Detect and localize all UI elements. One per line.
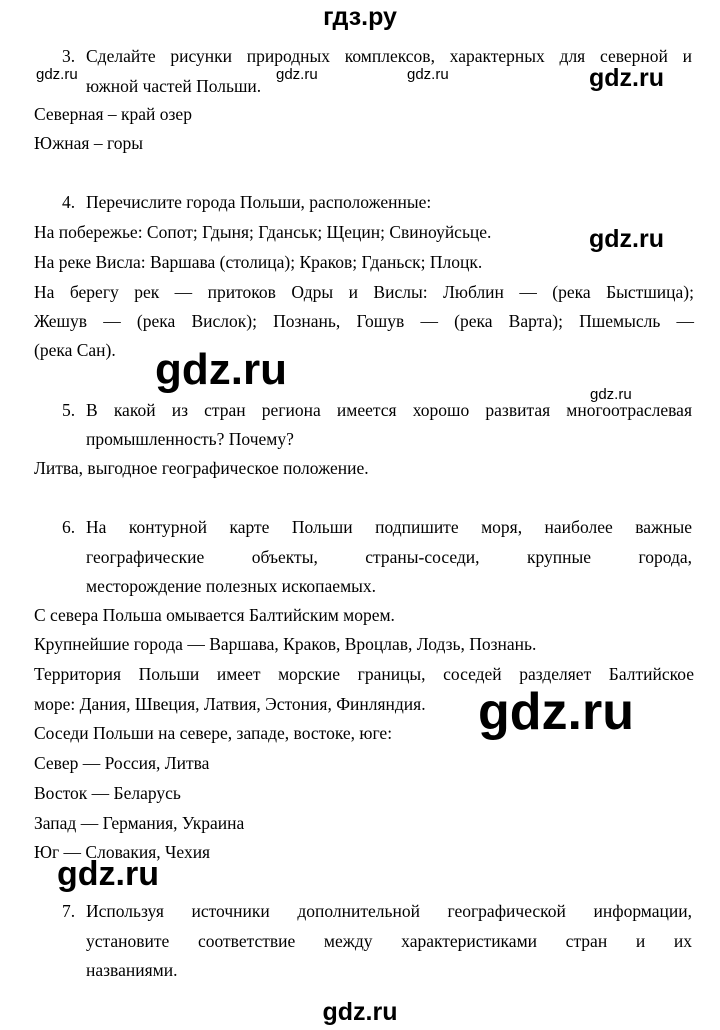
q7-prompt-line2: установите соответствие между характеристиками стран и их bbox=[86, 931, 692, 951]
q3-prompt-line2: южной частей Польши. bbox=[86, 76, 262, 96]
q4-prompt: Перечислите города Польши, расположенные: bbox=[86, 192, 432, 212]
q4-answer-tributaries-2: Жешув — (река Вислок); Познань, Гошув — (река Варта); Пшемысль — bbox=[34, 311, 694, 331]
q6-answer-east: Восток — Беларусь bbox=[34, 783, 181, 803]
q7-number: 7. bbox=[62, 901, 76, 921]
q4-answer-coast: На побережье: Сопот; Гдыня; Гданськ; Щецин; Свиноуйсьце. bbox=[34, 222, 492, 242]
q6-prompt-line2: географические объекты, страны-соседи, крупные города, bbox=[86, 547, 692, 567]
watermark: gdz.ru bbox=[590, 386, 632, 403]
q4-answer-tributaries-1: На берегу рек — притоков Одры и Вислы: Люблин — (река Быстшица); bbox=[34, 282, 694, 302]
q6-answer-borders-2: море: Дания, Швеция, Латвия, Эстония, Финляндия. bbox=[34, 694, 426, 714]
watermark: gdz.ru bbox=[478, 683, 634, 741]
watermark: gdz.ru bbox=[57, 855, 159, 893]
q6-number: 6. bbox=[62, 517, 76, 537]
watermark: gdz.ru bbox=[407, 66, 449, 83]
q5-number: 5. bbox=[62, 400, 76, 420]
watermark: gdz.ru bbox=[276, 66, 318, 83]
q7-prompt-line3: названиями. bbox=[86, 960, 178, 980]
q6-answer-neighbors: Соседи Польши на севере, западе, востоке, юге: bbox=[34, 723, 393, 743]
q4-answer-tributaries-3: (река Сан). bbox=[34, 340, 116, 360]
q4-number: 4. bbox=[62, 192, 76, 212]
watermark: gdz.ru bbox=[36, 66, 78, 83]
q3-prompt-line1: Сделайте рисунки природных комплексов, характерных для северной и bbox=[86, 46, 692, 66]
q5-prompt-line1: В какой из стран региона имеется хорошо развитая многоотраслевая bbox=[86, 400, 692, 420]
q3-number: 3. bbox=[62, 46, 76, 66]
watermark: gdz.ru bbox=[155, 345, 287, 394]
q6-answer-west: Запад — Германия, Украина bbox=[34, 813, 245, 833]
q5-answer: Литва, выгодное географическое положение. bbox=[34, 458, 369, 478]
q3-answer-north: Северная – край озер bbox=[34, 104, 192, 124]
watermark: gdz.ru bbox=[589, 225, 664, 253]
q4-answer-vistula: На реке Висла: Варшава (столица); Краков; Гданьск; Плоцк. bbox=[34, 252, 483, 272]
q7-prompt-line1: Используя источники дополнительной географической информации, bbox=[86, 901, 692, 921]
q3-answer-south: Южная – горы bbox=[34, 133, 143, 153]
page-header: гдз.ру bbox=[323, 3, 397, 31]
q5-prompt-line2: промышленность? Почему? bbox=[86, 429, 294, 449]
q6-answer-south: Юг — Словакия, Чехия bbox=[34, 842, 211, 862]
watermark: gdz.ru bbox=[589, 64, 664, 92]
q6-answer-cities: Крупнейшие города — Варшава, Краков, Вроцлав, Лодзь, Познань. bbox=[34, 634, 537, 654]
q6-answer-borders-1: Территория Польши имеет морские границы, соседей разделяет Балтийское bbox=[34, 664, 694, 684]
page-footer: gdz.ru bbox=[322, 998, 398, 1026]
q6-prompt-line3: месторождение полезных ископаемых. bbox=[86, 576, 377, 596]
q6-prompt-line1: На контурной карте Польши подпишите моря, наиболее важные bbox=[86, 517, 692, 537]
q6-answer-sea: С севера Польша омывается Балтийским морем. bbox=[34, 605, 395, 625]
q6-answer-north: Север — Россия, Литва bbox=[34, 753, 210, 773]
